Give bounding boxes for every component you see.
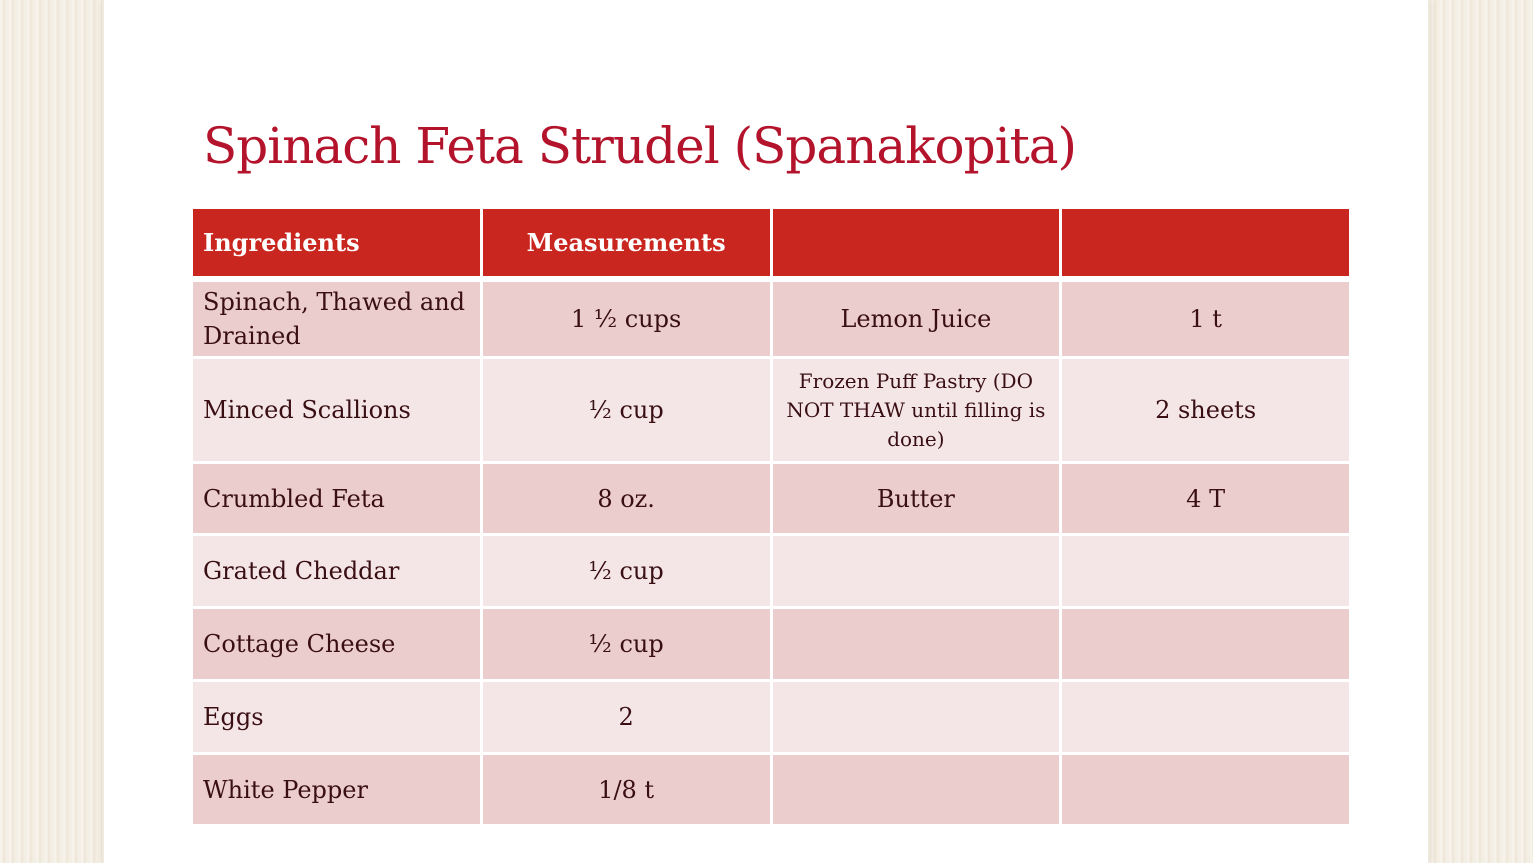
- ingredient-cell: Cottage Cheese: [192, 608, 482, 681]
- table-header-row: [192, 208, 1351, 280]
- measurement-cell: 8 oz.: [481, 463, 771, 535]
- table-row: [192, 754, 1351, 826]
- header-ingredients-2: [771, 208, 1061, 280]
- ingredient-cell-2: Butter: [771, 463, 1061, 535]
- ingredient-cell: Minced Scallions: [192, 358, 482, 463]
- table-row: [192, 608, 1351, 681]
- ingredient-cell-2: [771, 535, 1061, 608]
- ingredient-cell: Grated Cheddar: [192, 535, 482, 608]
- ingredient-cell-2: Lemon Juice: [771, 279, 1061, 358]
- measurement-cell-2: [1061, 608, 1351, 681]
- ingredient-cell: Crumbled Feta: [192, 463, 482, 535]
- measurement-cell-2: 2 sheets: [1061, 358, 1351, 463]
- ingredients-table: [190, 206, 1352, 827]
- measurement-cell: 1 ½ cups: [481, 279, 771, 358]
- ingredient-cell-2: [771, 754, 1061, 826]
- table-row: [192, 279, 1351, 358]
- header-ingredients: Ingredients: [192, 208, 482, 280]
- table-row: [192, 463, 1351, 535]
- measurement-cell: ½ cup: [481, 535, 771, 608]
- ingredient-cell-2: [771, 681, 1061, 754]
- measurement-cell: 1/8 t: [481, 754, 771, 826]
- slide: [104, 0, 1428, 863]
- ingredient-cell-2: Frozen Puff Pastry (DO NOT THAW until filling is done): [771, 358, 1061, 463]
- measurement-cell-2: [1061, 681, 1351, 754]
- table-row: [192, 535, 1351, 608]
- measurement-cell: 2: [481, 681, 771, 754]
- header-measurements: Measurements: [481, 208, 771, 280]
- table-row: [192, 358, 1351, 463]
- measurement-cell-2: 4 T: [1061, 463, 1351, 535]
- ingredient-cell: Spinach, Thawed and Drained: [192, 279, 482, 358]
- table-row: [192, 681, 1351, 754]
- measurement-cell: ½ cup: [481, 608, 771, 681]
- ingredient-cell: Eggs: [192, 681, 482, 754]
- ingredient-cell-2: [771, 608, 1061, 681]
- measurement-cell: ½ cup: [481, 358, 771, 463]
- slide-title: Spinach Feta Strudel (Spanakopita): [203, 117, 1077, 175]
- measurement-cell-2: [1061, 754, 1351, 826]
- header-measurements-2: [1061, 208, 1351, 280]
- ingredient-cell: White Pepper: [192, 754, 482, 826]
- measurement-cell-2: 1 t: [1061, 279, 1351, 358]
- measurement-cell-2: [1061, 535, 1351, 608]
